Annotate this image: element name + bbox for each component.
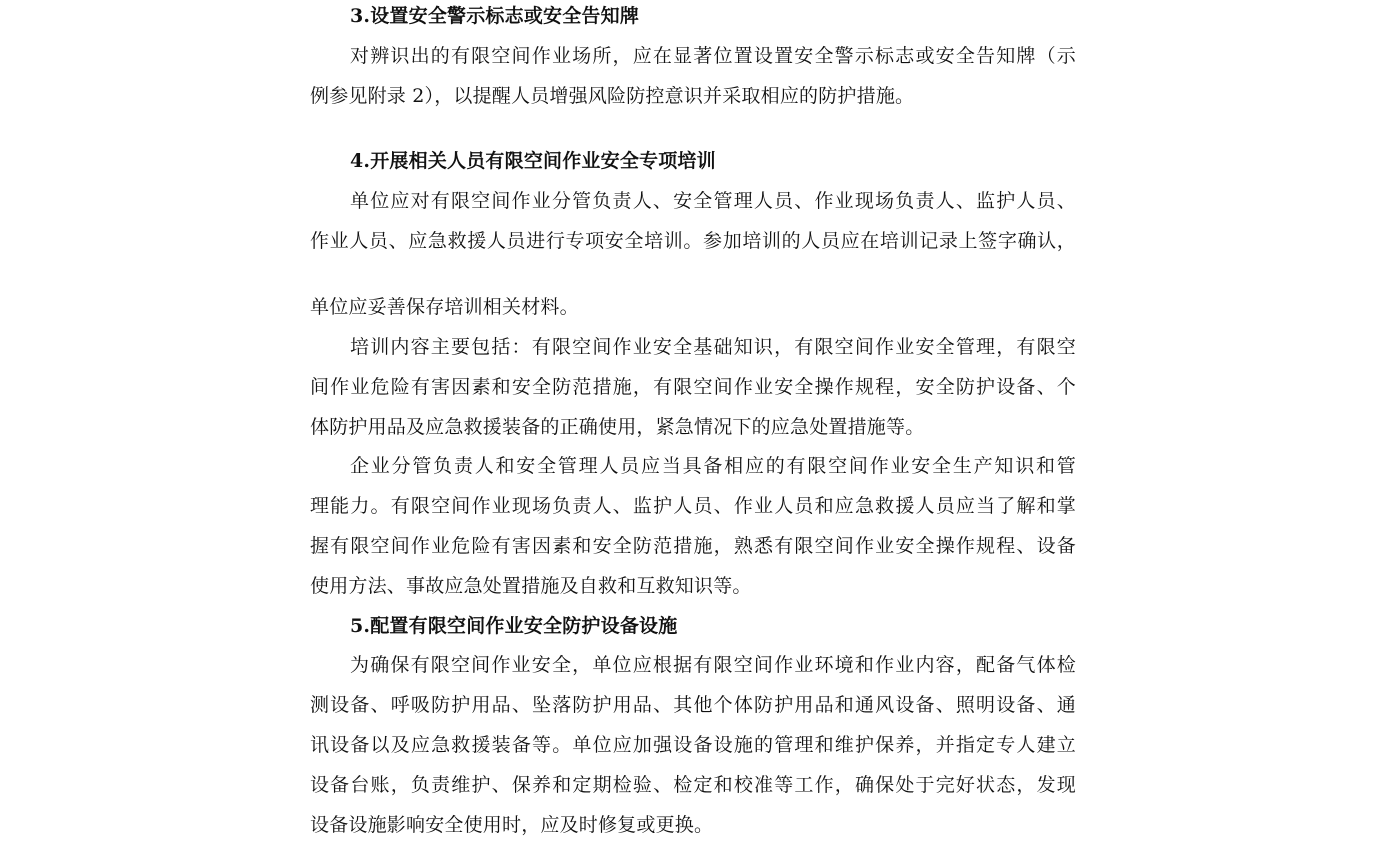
paragraph-line: 企业分管负责人和安全管理人员应当具备相应的有限空间作业安全生产知识和管	[350, 455, 1076, 477]
paragraph-line: 使用方法、事故应急处置措施及自救和互救知识等。	[310, 575, 752, 597]
paragraph-line: 对辨识出的有限空间作业场所，应在显著位置设置安全警示标志或安全告知牌（示	[350, 45, 1076, 67]
paragraph-line: 设备台账，负责维护、保养和定期检验、检定和校准等工作，确保处于完好状态，发现	[310, 774, 1076, 796]
paragraph-line: 测设备、呼吸防护用品、坠落防护用品、其他个体防护用品和通风设备、照明设备、通	[310, 694, 1076, 716]
paragraph-line: 设备设施影响安全使用时，应及时修复或更换。	[310, 814, 714, 836]
paragraph-line: 体防护用品及应急救援装备的正确使用，紧急情况下的应急处置措施等。	[310, 416, 925, 438]
paragraph-line: 例参见附录 2），以提醒人员增强风险防控意识并采取相应的防护措施。	[310, 85, 915, 107]
paragraph-line: 作业人员、应急救援人员进行专项安全培训。参加培训的人员应在培训记录上签字确认，	[310, 230, 1076, 252]
paragraph-line: 为确保有限空间作业安全，单位应根据有限空间作业环境和作业内容，配备气体检	[350, 654, 1076, 676]
paragraph-line: 单位应对有限空间作业分管负责人、安全管理人员、作业现场负责人、监护人员、	[350, 190, 1076, 212]
section-heading-3: 3.设置安全警示标志或安全告知牌	[350, 5, 640, 27]
paragraph-line: 理能力。有限空间作业现场负责人、监护人员、作业人员和应急救援人员应当了解和掌	[310, 495, 1076, 517]
paragraph-line: 培训内容主要包括：有限空间作业安全基础知识，有限空间作业安全管理，有限空	[350, 336, 1076, 358]
section-heading-5: 5.配置有限空间作业安全防护设备设施	[350, 615, 678, 637]
paragraph-line: 握有限空间作业危险有害因素和安全防范措施，熟悉有限空间作业安全操作规程、设备	[310, 535, 1076, 557]
paragraph-line: 单位应妥善保存培训相关材料。	[310, 296, 579, 318]
paragraph-line: 讯设备以及应急救援装备等。单位应加强设备设施的管理和维护保养，并指定专人建立	[310, 734, 1076, 756]
section-heading-4: 4.开展相关人员有限空间作业安全专项培训	[350, 150, 716, 172]
paragraph-line: 间作业危险有害因素和安全防范措施，有限空间作业安全操作规程，安全防护设备、个	[310, 376, 1076, 398]
